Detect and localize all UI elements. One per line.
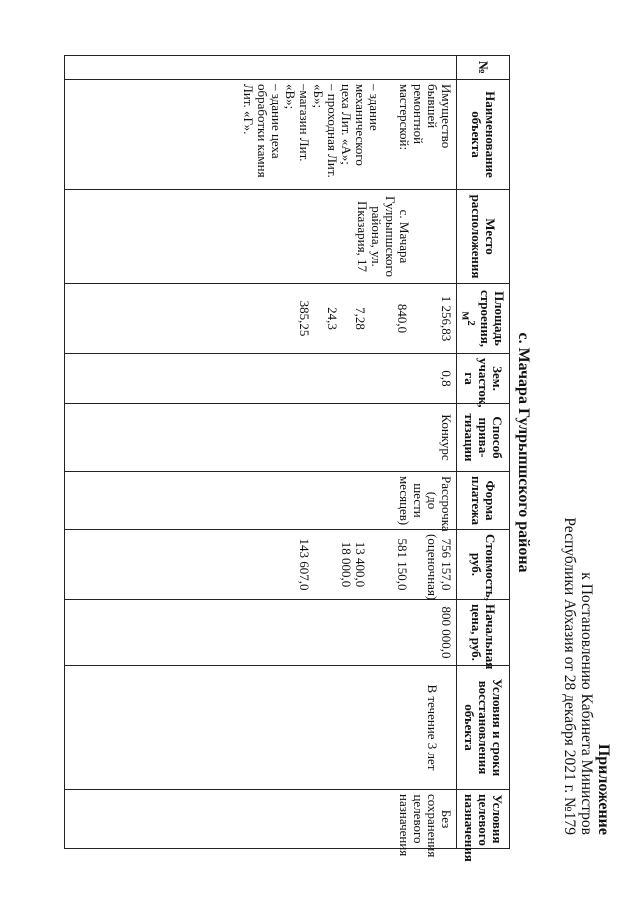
header-land: Зем. участок, га [456, 354, 509, 404]
area-item-2: 7,28 [352, 307, 368, 330]
header-method: Способ прива-тизации [456, 404, 509, 472]
header-start-price: Начальная цена, руб. [456, 600, 509, 666]
table-header-row [456, 56, 509, 849]
cost-item-1: 581 150,0 [394, 538, 410, 591]
name-item-4: – здание цеха обработки камня Лит. «Г». [240, 84, 284, 178]
cell-purpose: Без сохранения целевого назначения [64, 790, 456, 849]
area-item-1: 840,0 [394, 303, 410, 334]
region-title: с. Мачара Гулрыпшского района [515, 332, 532, 573]
name-main: Имущество бывшей ремонтной мастерской: [396, 84, 454, 151]
appendix-line-2: Республики Абхазия от 28 декабря 2021 г. №179 [561, 517, 578, 835]
cell-method: Конкурс [64, 404, 456, 472]
cost-item-3: 18 000,0 [338, 541, 354, 588]
cost-note: (оценочная) [424, 534, 440, 601]
location-text: с. Мачара Гулрыпшского района, ул. Пказария, 17 [354, 195, 412, 278]
name-item-3: –магазин Лит. «В»; [282, 84, 312, 162]
appendix-title: Приложение [595, 743, 612, 835]
cell-cost [64, 530, 456, 600]
header-cost: Стоимость, руб. [456, 530, 509, 600]
cell-num [64, 56, 456, 80]
cost-total: 756 157,0 [438, 538, 454, 591]
name-item-1: – здание механического цеха Лит. «А»; [338, 84, 382, 166]
cell-location [64, 190, 456, 284]
header-payment: Форма платежа [456, 472, 509, 530]
area-item-3: 24,3 [324, 307, 340, 330]
header-num: № [456, 56, 509, 80]
header-area-a: Площадь строения, [478, 289, 507, 348]
cell-name [64, 80, 456, 190]
area-item-4: 385,25 [296, 300, 312, 337]
restore-text: В течение 3 лет [424, 684, 440, 771]
name-item-2: – проходная Лит. «Б»; [310, 84, 340, 178]
header-area-b: м [459, 311, 475, 321]
cell-restore [64, 666, 456, 790]
appendix-line-1: к Постановлению Кабинета Министров [578, 572, 595, 835]
table-row [64, 56, 456, 849]
area-total: 1 256,83 [438, 295, 454, 342]
appendix-header [561, 517, 612, 835]
cell-land: 0,8 [64, 354, 456, 404]
header-purpose: Условия целевого назначения [456, 790, 509, 849]
header-restore: Условия и сроки восстановления объекта [456, 666, 509, 790]
cell-area [64, 284, 456, 354]
header-name: Наименование объекта [456, 80, 509, 190]
cost-item-4: 143 607,0 [296, 538, 312, 591]
header-area-sup: 2 [465, 320, 477, 326]
cell-payment: Рассрочка (до шести месяцев) [64, 472, 456, 530]
cell-start-price: 800 000,0 [64, 600, 456, 666]
cost-item-2: 13 400,0 [352, 541, 368, 588]
header-area [456, 284, 509, 354]
property-table [64, 55, 510, 862]
header-location: Место расположения [456, 190, 509, 284]
